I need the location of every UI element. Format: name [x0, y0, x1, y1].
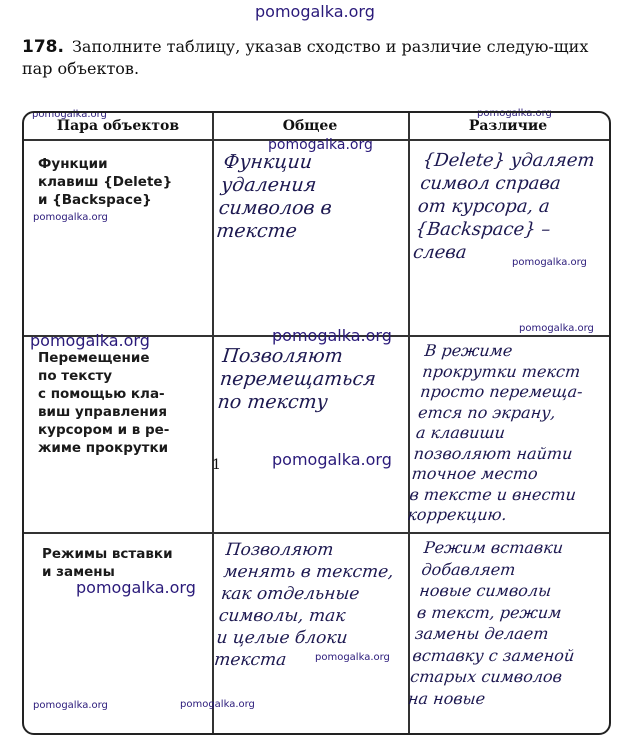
watermark: pomogalka.org — [30, 331, 150, 350]
watermark: pomogalka.org — [255, 2, 375, 21]
row-2-pair: Перемещение по тексту с помощью кла- виш управления курсором и в ре- жиме прокрутки — [38, 350, 170, 456]
watermark: pomogalka.org — [268, 137, 373, 153]
watermark: pomogalka.org — [519, 323, 594, 334]
watermark: pomogalka.org — [33, 212, 108, 223]
row-2-difference: В режиме прокрутки текст просто перемеща- ется по экрану, а клавиши позволяют найти точное место в тексте и внести коррекцию. — [406, 341, 584, 524]
row-divider — [24, 532, 609, 534]
row-3-pair: Режимы вставки и замены — [42, 546, 173, 580]
watermark: pomogalka.org — [315, 652, 390, 663]
watermark: pomogalka.org — [477, 108, 552, 119]
task-text: Заполните таблицу, указав сходство и различие следую-щих пар объектов. — [22, 37, 589, 78]
watermark: pomogalka.org — [272, 450, 392, 469]
header-pair: Пара объектов — [56, 118, 180, 134]
task-statement — [22, 36, 612, 79]
watermark: pomogalka.org — [33, 700, 108, 711]
watermark: pomogalka.org — [272, 326, 392, 345]
stray-mark: 1 — [212, 457, 221, 473]
row-1-common: Функции удаления символов в тексте — [215, 151, 333, 242]
comparison-table — [22, 111, 611, 735]
header-common: Общее — [282, 118, 338, 134]
watermark: pomogalka.org — [32, 109, 107, 120]
watermark: pomogalka.org — [76, 578, 196, 597]
row-2-common: Позволяют перемещаться по тексту — [216, 345, 378, 413]
task-number: 178. — [22, 37, 64, 57]
row-1-difference: {Delete} удаляет символ справа от курсора, а {Backspace} – слева — [412, 150, 596, 263]
header-difference: Различие — [468, 118, 548, 134]
watermark: pomogalka.org — [512, 257, 587, 268]
row-1-pair: Функции клавиш {Delete} и {Backspace} — [38, 156, 173, 208]
column-divider — [212, 113, 214, 733]
column-divider — [408, 113, 410, 733]
watermark: pomogalka.org — [180, 699, 255, 710]
row-3-common: Позволяют менять в тексте, как отдельные символы, так и целые блоки текста — [213, 540, 395, 670]
row-3-difference: Режим вставки добавляет новые символы в текст, режим замены делает вставку с заменой старых символов на новые — [407, 538, 576, 708]
